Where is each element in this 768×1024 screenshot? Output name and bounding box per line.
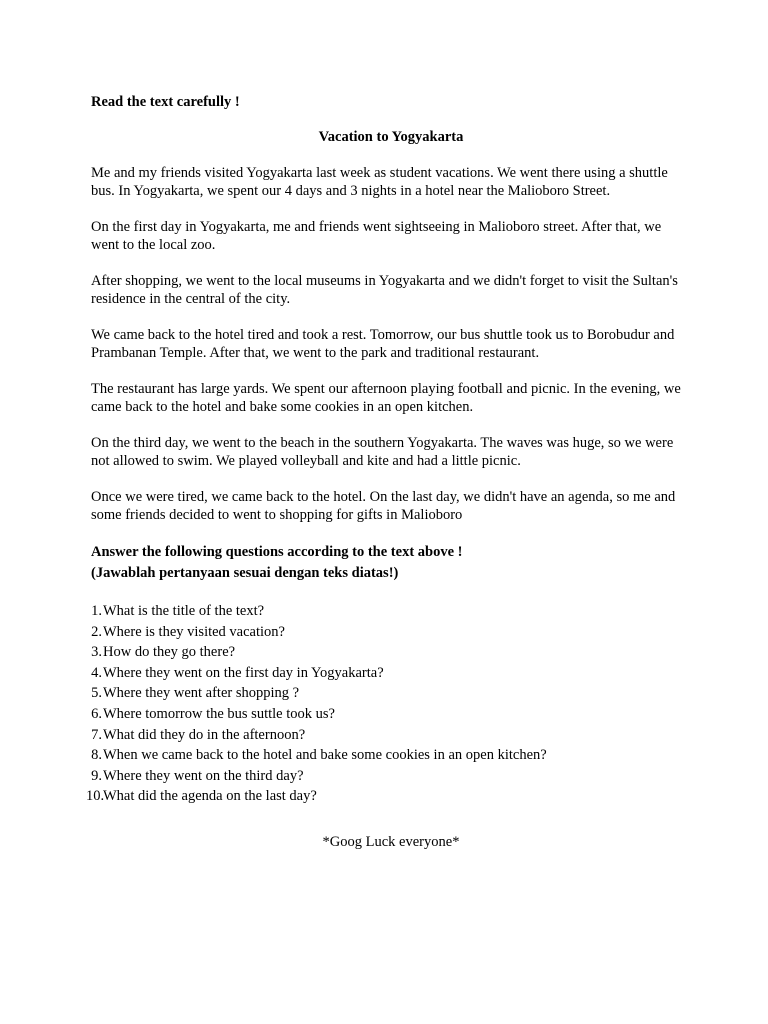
question-number: 4.: [91, 664, 102, 681]
question-number: 8.: [91, 747, 102, 764]
question-number: 10.: [86, 788, 105, 805]
questions-heading-english: Answer the following questions according to the text above !: [91, 544, 463, 560]
story-paragraph: On the first day in Yogyakarta, me and friends went sightseeing in Malioboro street. After that, we went to the local zoo.: [91, 219, 662, 253]
question-item: [91, 663, 691, 684]
question-text: Where they went after shopping ?: [103, 685, 300, 702]
questions-heading: [91, 542, 691, 584]
question-item: [91, 601, 691, 622]
question-item: [91, 725, 691, 746]
story-title: Vacation to Yogyakarta: [318, 129, 464, 145]
story-paragraph: Once we were tired, we came back to the hotel. On the last day, we didn't have an agenda, so me and some friends decided to went to shopping for gifts in Malioboro: [91, 489, 676, 523]
questions-list: [86, 601, 691, 807]
question-text: What did the agenda on the last day?: [103, 788, 317, 805]
question-text: Where they went on the first day in Yogyakarta?: [103, 664, 384, 681]
question-text: Where tomorrow the bus suttle took us?: [103, 705, 335, 722]
question-number: 2.: [91, 623, 102, 640]
story-paragraph: After shopping, we went to the local museums in Yogyakarta and we didn't forget to visit the Sultan's residence in the central of the city.: [91, 273, 678, 307]
document-content: [86, 93, 691, 851]
question-text: What is the title of the text?: [103, 603, 265, 619]
questions-heading-indonesian: (Jawablah pertanyaan sesuai dengan teks diatas!): [91, 565, 399, 581]
story-paragraph: The restaurant has large yards. We spent our afternoon playing football and picnic. In the evening, we came back to the hotel and bake some cookies in an open kitchen.: [91, 381, 681, 415]
question-number: 9.: [91, 767, 102, 784]
question-text: Where is they visited vacation?: [103, 623, 285, 640]
question-number: 3.: [91, 644, 102, 661]
closing-message: *Goog Luck everyone*: [322, 833, 460, 850]
question-item: [91, 745, 691, 766]
question-number: 6.: [91, 705, 102, 722]
question-number: 1.: [91, 603, 102, 619]
reading-instruction: Read the text carefully !: [91, 94, 240, 110]
question-item: [91, 704, 691, 725]
story-paragraph: Me and my friends visited Yogyakarta last week as student vacations. We went there using a shuttle bus. In Yogyakarta, we spent our 4 days and 3 nights in a hotel near the Malioboro Street.: [91, 165, 668, 199]
question-item: [91, 766, 691, 787]
question-item: [91, 683, 691, 704]
question-number: 5.: [91, 685, 102, 702]
question-text: What did they do in the afternoon?: [103, 726, 306, 743]
question-text: Where they went on the third day?: [103, 767, 304, 784]
question-item: [86, 786, 691, 807]
question-text: When we came back to the hotel and bake some cookies in an open kitchen?: [103, 747, 547, 764]
question-text: How do they go there?: [103, 644, 236, 661]
story-paragraph: On the third day, we went to the beach in the southern Yogyakarta. The waves was huge, so we were not allowed to swim. We played volleyball and kite and had a little picnic.: [91, 435, 674, 469]
question-number: 7.: [91, 726, 102, 743]
question-item: [91, 622, 691, 643]
story-paragraph: We came back to the hotel tired and took a rest. Tomorrow, our bus shuttle took us to Borobudur and Prambanan Temple. After that, we went to the park and traditional restaurant.: [91, 327, 675, 361]
question-item: [91, 642, 691, 663]
